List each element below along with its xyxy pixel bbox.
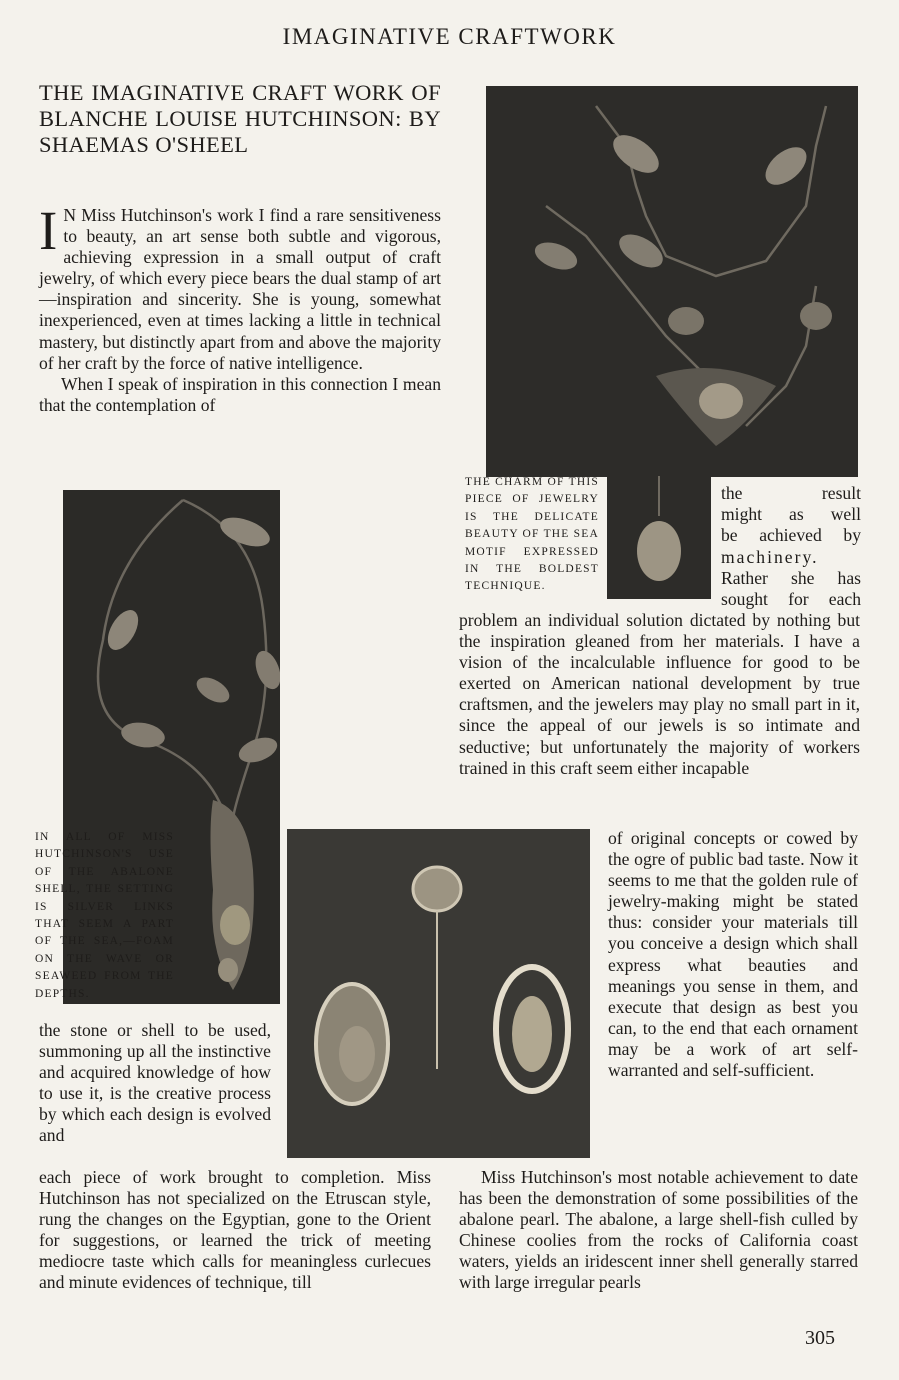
article-title: THE IMAGINATIVE CRAFT WORK OF BLANCHE LOUISE HUTCHINSON: BY SHAEMAS O'SHEEL: [39, 80, 441, 157]
caption-top-photo: THE CHARM OF THIS PIECE OF JEWELRY IS THE DELICATE BEAUTY OF THE SEA MOTIF EXPRESSED IN THE BOLDEST TECHNIQUE.: [465, 476, 599, 593]
pendant-drop-image: [607, 476, 711, 599]
short-line: sought for each: [721, 589, 861, 610]
intro-text: N Miss Hutchinson's work I find a rare sensitiveness to beauty, an art sense both subtle and vigorous, achieving expression in a small output of craft jewelry, of which every piece bears the dual stamp of art—inspiration and sincerity. She is young, somewhat inexperienced, even at times lacking a little in technical mastery, but distinctly apart from and above the majority of her craft by the force of native intelligence.: [39, 205, 441, 373]
short-line: Rather she has: [721, 567, 861, 588]
left-paragraph-full: each piece of work brought to completion. Miss Hutchinson has not specialized on the Etruscan style, rung the changes on the Egyptian, gone to the Orient for suggestions, or learned the trick of meeting mediocre taste which calls for meaningless curlecues and minute evidences of technique, till: [39, 1167, 431, 1293]
short-line: be achieved by: [721, 525, 861, 546]
drop-cap: I: [39, 200, 58, 261]
photo-pendant-drop: [607, 476, 711, 599]
photo-necklace-top: [486, 86, 858, 477]
right-paragraph-final: Miss Hutchinson's most notable achievement to date has been the demonstration of some possibilities of the abalone pearl. The abalone, a large shell-fish culled by Chinese coolies from the rocks of California coast waters, yields an iridescent inner shell generally starred with large irregular pearls: [459, 1167, 858, 1293]
photo-hatpin-brooches: [287, 829, 590, 1158]
running-head: IMAGINATIVE CRAFTWORK: [282, 24, 617, 49]
page-number: 305: [805, 1327, 835, 1349]
paragraph-inspiration: When I speak of inspiration in this connection I mean that the contemplation of: [39, 373, 441, 415]
short-line: might as well: [721, 504, 861, 525]
right-paragraph-continued: problem an individual solution dictated by nothing but the inspiration gleaned from her materials. I have a vision of the incalculable influence for good to be exerted on American national development by true craftsmen, and the jewelers may play no small part in it, since the appeal of our jewels is so intimate and seductive; but unfortunately the majority of workers trained in this craft seem either incapable: [459, 610, 860, 778]
hatpin-brooches-image: [287, 829, 590, 1158]
necklace-sea-motif-image: [486, 86, 858, 477]
short-line: machinery.: [721, 546, 819, 567]
caption-left-photo: IN ALL OF MISS HUTCHINSON'S USE OF THE ABALONE SHELL, THE SETTING IS SILVER LINKS THAT SEEM A PART OF THE SEA,—FOAM ON THE WAVE OR SEAWEED FROM THE DEPTHS.: [35, 831, 174, 1000]
right-paragraph-narrow: of original concepts or cowed by the ogre of public bad taste. Now it seems to me that the golden rule of jewelry-making might be stated thus: consider your materials till you conceive a design which shall express what beauties and meanings you sense in them, and execute that design as best you can, to the end that each ornament may be a work of art self-warranted and self-sufficient.: [608, 828, 858, 1081]
left-paragraph-narrow: the stone or shell to be used, summoning up all the instinctive and acquired knowledge of how to use it, is the creative process by which each design is evolved and: [39, 1020, 271, 1146]
right-short-lines: [721, 483, 861, 610]
short-line: the result: [721, 483, 861, 503]
intro-paragraph: [39, 200, 441, 416]
